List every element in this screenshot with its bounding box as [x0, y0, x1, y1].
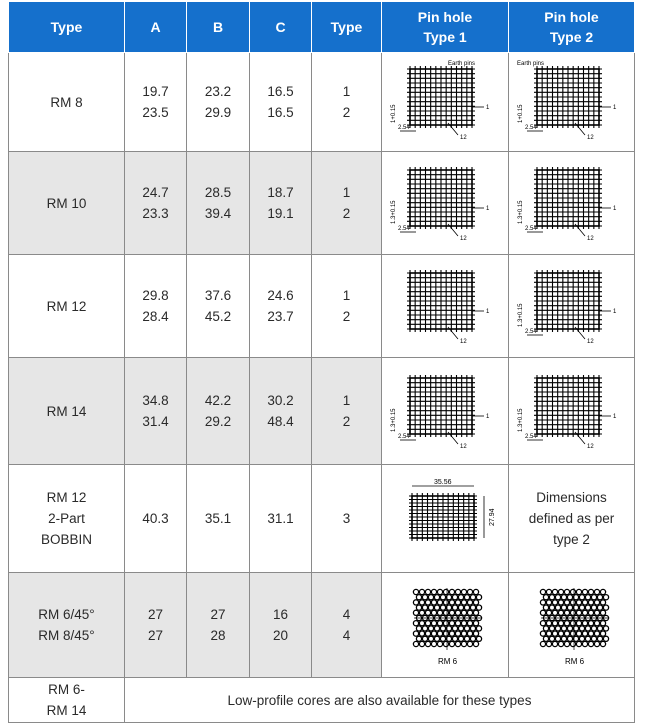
type-2-note-line: type 2 — [553, 532, 590, 547]
dimension-a-cell — [125, 465, 187, 573]
cell-line: 29.2 — [204, 414, 232, 429]
header-pin-hole-type-2 — [509, 2, 635, 53]
type-name-cell — [9, 152, 125, 255]
cell-line: 16 — [272, 607, 289, 622]
pin-grid — [409, 493, 477, 541]
pin-hole-diagram — [386, 261, 504, 351]
pitch-label: 2.54 — [524, 434, 537, 440]
cell-line: 1 — [342, 185, 351, 200]
header-pin1-line2: Type 1 — [423, 29, 467, 45]
pin-grid — [534, 270, 602, 332]
cell-line: 16.5 — [267, 105, 294, 120]
type-name-cell — [9, 465, 125, 573]
type-name-cell — [9, 678, 125, 723]
type-number-cell — [312, 358, 382, 465]
pin-hole-type-2-cell — [509, 152, 635, 255]
dimension-c-cell — [250, 573, 312, 678]
table-row — [9, 465, 635, 573]
pin-hole-type-1-cell — [382, 53, 509, 152]
pin-12-label: 12 — [586, 444, 594, 450]
pin-hole-type-2-cell — [509, 53, 635, 152]
cell-line: 19.1 — [267, 206, 294, 221]
cell-line: 23.3 — [142, 206, 169, 221]
pin-grid — [407, 270, 475, 332]
dimension-b-cell — [187, 152, 250, 255]
cell-line: 2 — [342, 105, 351, 120]
type-number-cell — [312, 255, 382, 358]
cell-line: 2 — [342, 206, 351, 221]
type-2-note-line: defined as per — [528, 511, 615, 526]
pin-12-label: 12 — [586, 339, 594, 345]
header-type: Type — [9, 2, 125, 53]
header-pin2-line2: Type 2 — [549, 29, 594, 45]
dimension-b-cell — [187, 358, 250, 465]
cell-line: 30.2 — [267, 393, 294, 408]
cell-line: 37.6 — [204, 288, 232, 303]
pin-1-label: 1 — [612, 414, 616, 420]
cell-line: 23.2 — [204, 84, 232, 99]
dimension-c-cell — [250, 152, 312, 255]
header-row — [9, 2, 635, 53]
pin-12-label: 12 — [460, 444, 467, 450]
dimension-b-cell — [187, 255, 250, 358]
pin-hole-type-1-cell — [382, 255, 509, 358]
pitch-label: 2.54 — [524, 329, 537, 335]
diagram-caption: RM 6 — [564, 657, 584, 666]
pin-1-label: 1 — [486, 414, 490, 420]
table-row — [9, 358, 635, 465]
pin-hole-diagram — [386, 158, 504, 248]
low-profile-note: Low-profile cores are also available for these types — [125, 678, 635, 723]
cell-line: 23.5 — [142, 105, 169, 120]
cell-line: 31.4 — [142, 414, 169, 429]
cell-line: 29.9 — [204, 105, 232, 120]
pin-12-label: 12 — [460, 236, 467, 242]
pin-12-label: 12 — [460, 135, 467, 141]
cell-line: 29.8 — [142, 288, 169, 303]
table-row — [9, 573, 635, 678]
pin-hole-type-2-cell — [509, 358, 635, 465]
pin-hole-type-2-cell — [509, 465, 635, 573]
earth-pins-label: Earth pins — [516, 61, 544, 67]
type-number-cell — [312, 152, 382, 255]
cell-line: 31.1 — [267, 511, 294, 526]
pitch-label: 2.54 — [524, 125, 537, 131]
dimension-a-cell — [125, 358, 187, 465]
pin-hole-diagram — [513, 57, 631, 147]
cell-line: RM 12 — [46, 298, 87, 314]
cell-line: 19.7 — [142, 84, 169, 99]
hole-diameter-label: 1.3+0.15 — [391, 200, 397, 224]
dimension-c-cell — [250, 465, 312, 573]
cell-line: 4 — [342, 628, 351, 643]
cell-line: 2 — [342, 309, 351, 324]
hole-diameter-label: 1.3+0.15 — [517, 200, 524, 224]
type-number-cell — [312, 53, 382, 152]
diagram-caption: RM 6 — [438, 657, 458, 666]
pin-1-label: 1 — [486, 309, 490, 315]
pitch-label: 2.54 — [398, 226, 410, 232]
pin-hole-diagram — [386, 366, 504, 456]
cell-line: 3 — [342, 511, 351, 526]
hole-diameter-label: 1+0.15 — [517, 104, 524, 123]
dimension-a-cell — [125, 255, 187, 358]
pin-hole-diagram — [386, 57, 504, 147]
cell-line: 28.5 — [204, 185, 232, 200]
pin-1-label: 1 — [486, 105, 490, 111]
dimension-a-cell — [125, 573, 187, 678]
header-c: C — [250, 2, 312, 53]
type-name-cell — [9, 53, 125, 152]
pitch-label: 2.54 — [524, 226, 537, 232]
table-row — [9, 255, 635, 358]
dimension-b-cell — [187, 53, 250, 152]
width-dimension: 35.56 — [434, 478, 452, 486]
pin-grid — [407, 167, 475, 229]
hole-diameter-label: 1.3+0.15 — [517, 408, 524, 432]
header-a: A — [125, 2, 187, 53]
cell-line: RM 6/45° — [38, 607, 95, 622]
pin-hole-type-1-cell — [382, 573, 509, 678]
pin-hole-type-1-cell — [382, 465, 509, 573]
cell-line: 27 — [147, 628, 164, 643]
cell-line: 34.8 — [142, 393, 169, 408]
cell-line: 4 — [342, 607, 351, 622]
cell-line: RM 6- — [48, 682, 85, 697]
type-2-note-line: Dimensions — [536, 490, 607, 505]
header-b: B — [187, 2, 250, 53]
pin-1-label: 1 — [612, 105, 616, 111]
height-dimension: 27.94 — [489, 507, 496, 526]
type-name-cell — [9, 255, 125, 358]
cell-line: RM 14 — [46, 403, 87, 419]
cell-line: 45.2 — [204, 309, 232, 324]
table-row — [9, 152, 635, 255]
cell-line: 27 — [210, 607, 226, 622]
low-profile-row — [9, 678, 635, 723]
cell-line: 24.6 — [267, 288, 294, 303]
cell-line: 2 — [342, 414, 351, 429]
pitch-label: 2.54 — [398, 434, 410, 440]
pin-1-label: 1 — [612, 206, 616, 212]
cell-line: 2-Part — [48, 511, 85, 526]
cell-line: 20 — [272, 628, 289, 643]
cell-line: 28 — [210, 628, 226, 643]
cell-line: 39.4 — [204, 206, 232, 221]
pin-hole-type-1-cell — [382, 358, 509, 465]
cell-line: 42.2 — [204, 393, 232, 408]
type-name-cell — [9, 573, 125, 678]
pin-hole-diagram — [513, 158, 631, 248]
cell-line: 1 — [342, 84, 351, 99]
core-dimensions-table — [8, 1, 635, 723]
pin-hole-diagram — [386, 474, 504, 564]
type-number-cell — [312, 465, 382, 573]
pin-hole-diagram — [513, 366, 631, 456]
dimension-a-cell — [125, 152, 187, 255]
header-pin1-line1: Pin hole — [417, 9, 473, 25]
pin-grid — [534, 167, 602, 229]
pin-12-label: 12 — [586, 135, 594, 141]
cell-line: 28.4 — [142, 309, 169, 324]
pin-hole-diagram — [513, 261, 631, 351]
cell-line: 1 — [342, 288, 351, 303]
earth-pins-label: Earth pins — [448, 61, 476, 67]
pin-12-label: 12 — [586, 236, 594, 242]
pin-1-label: 1 — [486, 206, 490, 212]
dimension-b-cell — [187, 465, 250, 573]
dimension-c-cell — [250, 255, 312, 358]
cell-line: 16.5 — [267, 84, 294, 99]
pin-hole-type-2-cell — [509, 573, 635, 678]
table-row — [9, 53, 635, 152]
cell-line: 24.7 — [142, 185, 169, 200]
header-pin-hole-type-1 — [382, 2, 509, 53]
cell-line: 35.1 — [204, 511, 232, 526]
pin-grid — [407, 66, 475, 128]
header-pin2-line1: Pin hole — [544, 9, 599, 25]
pin-hole-diagram — [513, 580, 631, 670]
pin-hole-type-1-cell — [382, 152, 509, 255]
dimension-c-cell — [250, 53, 312, 152]
pin-1-label: 1 — [612, 309, 616, 315]
pitch-label: 2.54 — [398, 125, 410, 131]
pin-grid — [534, 66, 602, 128]
cell-line: 48.4 — [267, 414, 294, 429]
cell-line: RM 12 — [46, 490, 87, 505]
header-type-number: Type — [312, 2, 382, 53]
cell-line: RM 8/45° — [38, 628, 95, 643]
hole-diameter-label: 1.3+0.15 — [391, 408, 397, 432]
dimension-b-cell — [187, 573, 250, 678]
type-name-cell — [9, 358, 125, 465]
cell-line: 1 — [342, 393, 351, 408]
type-number-cell — [312, 573, 382, 678]
pin-hole-type-2-cell — [509, 255, 635, 358]
cell-line: RM 10 — [46, 195, 87, 211]
cell-line: 23.7 — [267, 309, 294, 324]
pin-hole-diagram — [386, 580, 504, 670]
cell-line: RM 14 — [46, 703, 87, 718]
dimension-c-cell — [250, 358, 312, 465]
dimension-a-cell — [125, 53, 187, 152]
pin-12-label: 12 — [460, 339, 467, 345]
pin-grid — [407, 375, 475, 437]
cell-line: 27 — [147, 607, 164, 622]
hole-diameter-label: 1+0.15 — [391, 104, 397, 123]
cell-line: 40.3 — [142, 511, 169, 526]
hole-diameter-label: 1.3+0.15 — [517, 303, 524, 327]
cell-line: RM 8 — [50, 94, 83, 110]
cell-line: 18.7 — [267, 185, 294, 200]
cell-line: BOBBIN — [40, 532, 92, 547]
pin-grid — [534, 375, 602, 437]
